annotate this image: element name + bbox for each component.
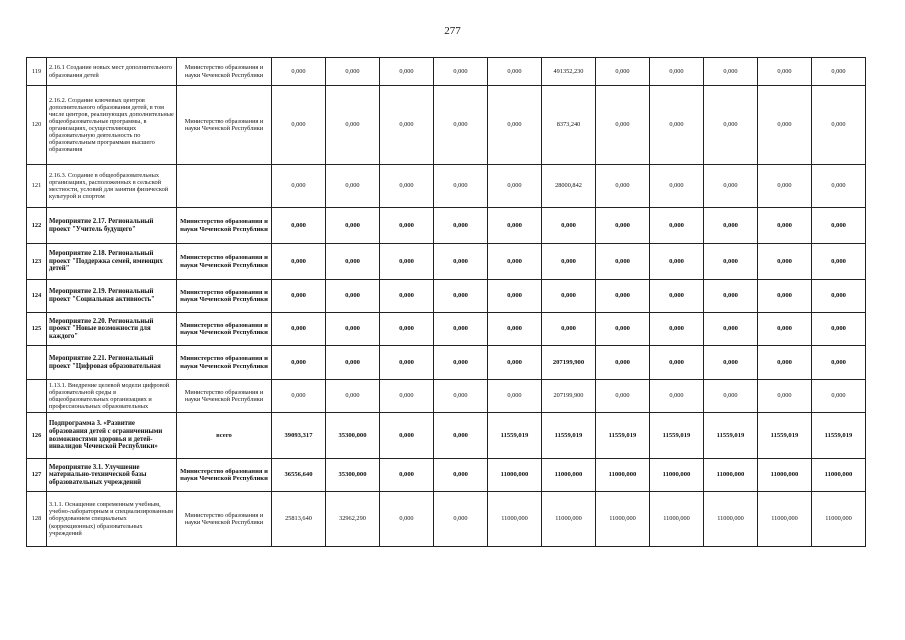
row-value: 0,000 xyxy=(758,280,812,313)
row-value: 11559,019 xyxy=(812,413,866,459)
row-value: 0,000 xyxy=(326,208,380,244)
row-value: 11000,000 xyxy=(488,459,542,492)
row-value: 32962,290 xyxy=(326,492,380,547)
row-value: 0,000 xyxy=(596,280,650,313)
table-row xyxy=(27,58,866,86)
row-description: Мероприятие 2.19. Региональный проект "Социальная активность" xyxy=(47,280,177,313)
table-row xyxy=(27,244,866,280)
row-value: 0,000 xyxy=(542,208,596,244)
row-value: 0,000 xyxy=(812,244,866,280)
row-value: 11000,000 xyxy=(542,459,596,492)
row-description: 1.13.1. Внедрение целевой модели цифровой образовательной среды в общеобразовательных организациях и профессиональных образовательных xyxy=(47,380,177,413)
row-value: 0,000 xyxy=(758,380,812,413)
row-value: 0,000 xyxy=(326,380,380,413)
row-value: 0,000 xyxy=(272,380,326,413)
row-value: 0,000 xyxy=(812,86,866,165)
row-value: 8373,240 xyxy=(542,86,596,165)
row-value: 0,000 xyxy=(758,165,812,208)
row-responsible xyxy=(177,165,272,208)
row-value: 0,000 xyxy=(434,413,488,459)
row-value: 0,000 xyxy=(650,86,704,165)
row-description: Мероприятие 2.20. Региональный проект "Новые возможности для каждого" xyxy=(47,313,177,346)
row-value: 0,000 xyxy=(542,313,596,346)
row-value: 0,000 xyxy=(812,208,866,244)
row-value: 0,000 xyxy=(812,280,866,313)
row-responsible: Министерство образования и науки Чеченской Республики xyxy=(177,380,272,413)
row-value: 0,000 xyxy=(704,346,758,380)
budget-table xyxy=(26,57,866,547)
row-number: 122 xyxy=(27,208,47,244)
row-value: 0,000 xyxy=(596,380,650,413)
row-responsible: всего xyxy=(177,413,272,459)
table-row xyxy=(27,208,866,244)
row-value: 36556,640 xyxy=(272,459,326,492)
row-responsible: Министерство образования и науки Чеченской Республики xyxy=(177,208,272,244)
row-value: 0,000 xyxy=(488,86,542,165)
row-description: 2.16.2. Создание ключевых центров дополнительного образования детей, в том числе центров, реализующих дополнительные общеобразовательные программы, в организациях, осуществляющих образовательную деятельность по образовательным программам высшего образования xyxy=(47,86,177,165)
row-value: 0,000 xyxy=(542,280,596,313)
row-number: 128 xyxy=(27,492,47,547)
row-value: 0,000 xyxy=(326,244,380,280)
table-row xyxy=(27,346,866,380)
row-description: Мероприятие 3.1. Улучшение материально-технической базы образовательных учреждений xyxy=(47,459,177,492)
row-value: 11559,019 xyxy=(596,413,650,459)
row-value: 0,000 xyxy=(812,58,866,86)
row-value: 0,000 xyxy=(650,346,704,380)
row-value: 0,000 xyxy=(434,58,488,86)
row-value: 0,000 xyxy=(758,244,812,280)
row-value: 0,000 xyxy=(704,208,758,244)
row-responsible: Министерство образования и науки Чеченской Республики xyxy=(177,280,272,313)
row-number: 121 xyxy=(27,165,47,208)
row-value: 0,000 xyxy=(488,346,542,380)
row-value: 11000,000 xyxy=(542,492,596,547)
row-value: 0,000 xyxy=(272,165,326,208)
row-value: 207199,900 xyxy=(542,346,596,380)
row-value: 0,000 xyxy=(326,280,380,313)
row-description: 2.16.1 Создание новых мест дополнительного образования детей xyxy=(47,58,177,86)
row-value: 0,000 xyxy=(380,208,434,244)
row-value: 0,000 xyxy=(812,346,866,380)
row-value: 0,000 xyxy=(380,459,434,492)
row-description: Мероприятие 2.17. Региональный проект "Учитель будущего" xyxy=(47,208,177,244)
row-value: 0,000 xyxy=(812,380,866,413)
row-value: 11000,000 xyxy=(596,492,650,547)
row-description: Мероприятие 2.18. Региональный проект "Поддержка семей, имеющих детей" xyxy=(47,244,177,280)
row-number xyxy=(27,346,47,380)
row-value: 11000,000 xyxy=(650,492,704,547)
row-value: 0,000 xyxy=(704,86,758,165)
row-value: 11559,019 xyxy=(758,413,812,459)
row-value: 11000,000 xyxy=(596,459,650,492)
row-value: 0,000 xyxy=(650,208,704,244)
row-value: 0,000 xyxy=(434,313,488,346)
row-value: 0,000 xyxy=(272,86,326,165)
row-value: 0,000 xyxy=(326,86,380,165)
row-responsible: Министерство образования и науки Чеченской Республики xyxy=(177,459,272,492)
row-number: 126 xyxy=(27,413,47,459)
row-value: 0,000 xyxy=(488,313,542,346)
row-value: 0,000 xyxy=(434,380,488,413)
table-row xyxy=(27,280,866,313)
page-number: 277 xyxy=(444,25,461,37)
row-description: Подпрограмма 3. «Развитие образования детей с ограниченными возможностями здоровья и детей-инвалидов Чеченской Республики» xyxy=(47,413,177,459)
row-value: 11000,000 xyxy=(812,492,866,547)
row-value: 0,000 xyxy=(326,313,380,346)
row-value: 11000,000 xyxy=(758,492,812,547)
row-value: 0,000 xyxy=(326,165,380,208)
row-value: 11000,000 xyxy=(812,459,866,492)
row-value: 0,000 xyxy=(380,380,434,413)
row-value: 39093,317 xyxy=(272,413,326,459)
row-value: 491352,230 xyxy=(542,58,596,86)
row-value: 0,000 xyxy=(650,313,704,346)
row-value: 0,000 xyxy=(650,165,704,208)
row-value: 0,000 xyxy=(704,244,758,280)
row-responsible: Министерство образования и науки Чеченской Республики xyxy=(177,86,272,165)
row-value: 35300,000 xyxy=(326,413,380,459)
row-value: 0,000 xyxy=(596,86,650,165)
row-value: 11000,000 xyxy=(650,459,704,492)
row-number: 125 xyxy=(27,313,47,346)
row-value: 0,000 xyxy=(596,244,650,280)
row-number: 124 xyxy=(27,280,47,313)
row-value: 0,000 xyxy=(758,208,812,244)
row-value: 0,000 xyxy=(434,492,488,547)
row-value: 0,000 xyxy=(380,280,434,313)
row-value: 0,000 xyxy=(272,280,326,313)
row-responsible: Министерство образования и науки Чеченской Республики xyxy=(177,346,272,380)
row-value: 0,000 xyxy=(434,208,488,244)
table-row xyxy=(27,459,866,492)
row-description: 3.1.1. Оснащение современным учебным, учебно-лабораторным и специализированным оборудованием специальных (коррекционных) образовательных учреждений xyxy=(47,492,177,547)
row-responsible: Министерство образования и науки Чеченской Республики xyxy=(177,313,272,346)
row-responsible: Министерство образования и науки Чеченской Республики xyxy=(177,244,272,280)
row-value: 0,000 xyxy=(650,244,704,280)
row-value: 0,000 xyxy=(434,280,488,313)
row-number: 120 xyxy=(27,86,47,165)
table-row xyxy=(27,86,866,165)
row-value: 0,000 xyxy=(596,313,650,346)
row-responsible: Министерство образования и науки Чеченской Республики xyxy=(177,492,272,547)
row-value: 35300,000 xyxy=(326,459,380,492)
row-value: 0,000 xyxy=(326,346,380,380)
row-value: 11000,000 xyxy=(704,492,758,547)
row-value: 0,000 xyxy=(488,58,542,86)
row-value: 0,000 xyxy=(812,313,866,346)
row-value: 0,000 xyxy=(434,86,488,165)
row-value: 11000,000 xyxy=(758,459,812,492)
row-number: 123 xyxy=(27,244,47,280)
row-value: 0,000 xyxy=(650,380,704,413)
row-value: 11559,019 xyxy=(704,413,758,459)
row-value: 0,000 xyxy=(272,208,326,244)
row-value: 0,000 xyxy=(380,492,434,547)
row-number: 127 xyxy=(27,459,47,492)
row-value: 28000,842 xyxy=(542,165,596,208)
row-value: 0,000 xyxy=(758,86,812,165)
row-value: 0,000 xyxy=(488,244,542,280)
row-value: 11000,000 xyxy=(704,459,758,492)
row-value: 0,000 xyxy=(704,165,758,208)
row-value: 0,000 xyxy=(326,58,380,86)
row-value: 0,000 xyxy=(272,244,326,280)
table-row xyxy=(27,413,866,459)
row-value: 0,000 xyxy=(380,86,434,165)
row-value: 11559,019 xyxy=(488,413,542,459)
table-body xyxy=(27,58,866,547)
row-value: 0,000 xyxy=(812,165,866,208)
table-row xyxy=(27,492,866,547)
row-value: 0,000 xyxy=(380,346,434,380)
row-responsible: Министерство образования и науки Чеченской Республики xyxy=(177,58,272,86)
row-value: 11000,000 xyxy=(488,492,542,547)
table-row xyxy=(27,313,866,346)
row-value: 0,000 xyxy=(434,459,488,492)
row-value: 0,000 xyxy=(758,313,812,346)
row-number xyxy=(27,380,47,413)
row-value: 0,000 xyxy=(380,313,434,346)
row-value: 0,000 xyxy=(272,58,326,86)
row-value: 11559,019 xyxy=(542,413,596,459)
row-value: 0,000 xyxy=(596,58,650,86)
row-value: 0,000 xyxy=(758,58,812,86)
row-value: 0,000 xyxy=(704,380,758,413)
row-value: 0,000 xyxy=(704,313,758,346)
row-value: 0,000 xyxy=(650,280,704,313)
row-value: 0,000 xyxy=(434,244,488,280)
table-row xyxy=(27,165,866,208)
row-value: 0,000 xyxy=(380,165,434,208)
row-value: 0,000 xyxy=(488,380,542,413)
row-value: 0,000 xyxy=(596,208,650,244)
row-value: 0,000 xyxy=(434,165,488,208)
table-row xyxy=(27,380,866,413)
row-value: 0,000 xyxy=(596,346,650,380)
row-value: 0,000 xyxy=(434,346,488,380)
row-number: 119 xyxy=(27,58,47,86)
row-value: 0,000 xyxy=(488,165,542,208)
row-value: 0,000 xyxy=(380,58,434,86)
row-description: 2.16.3. Создание в общеобразовательных организациях, расположенных в сельской местности, условий для занятия физической культурой и спортом xyxy=(47,165,177,208)
row-value: 0,000 xyxy=(542,244,596,280)
row-value: 0,000 xyxy=(758,346,812,380)
row-value: 0,000 xyxy=(704,58,758,86)
row-value: 0,000 xyxy=(272,346,326,380)
row-value: 0,000 xyxy=(596,165,650,208)
row-description: Мероприятие 2.21. Региональный проект "Цифровая образовательная xyxy=(47,346,177,380)
row-value: 0,000 xyxy=(488,208,542,244)
row-value: 11559,019 xyxy=(650,413,704,459)
row-value: 0,000 xyxy=(650,58,704,86)
row-value: 207199,900 xyxy=(542,380,596,413)
row-value: 0,000 xyxy=(272,313,326,346)
row-value: 25813,640 xyxy=(272,492,326,547)
row-value: 0,000 xyxy=(380,413,434,459)
row-value: 0,000 xyxy=(488,280,542,313)
row-value: 0,000 xyxy=(380,244,434,280)
row-value: 0,000 xyxy=(704,280,758,313)
